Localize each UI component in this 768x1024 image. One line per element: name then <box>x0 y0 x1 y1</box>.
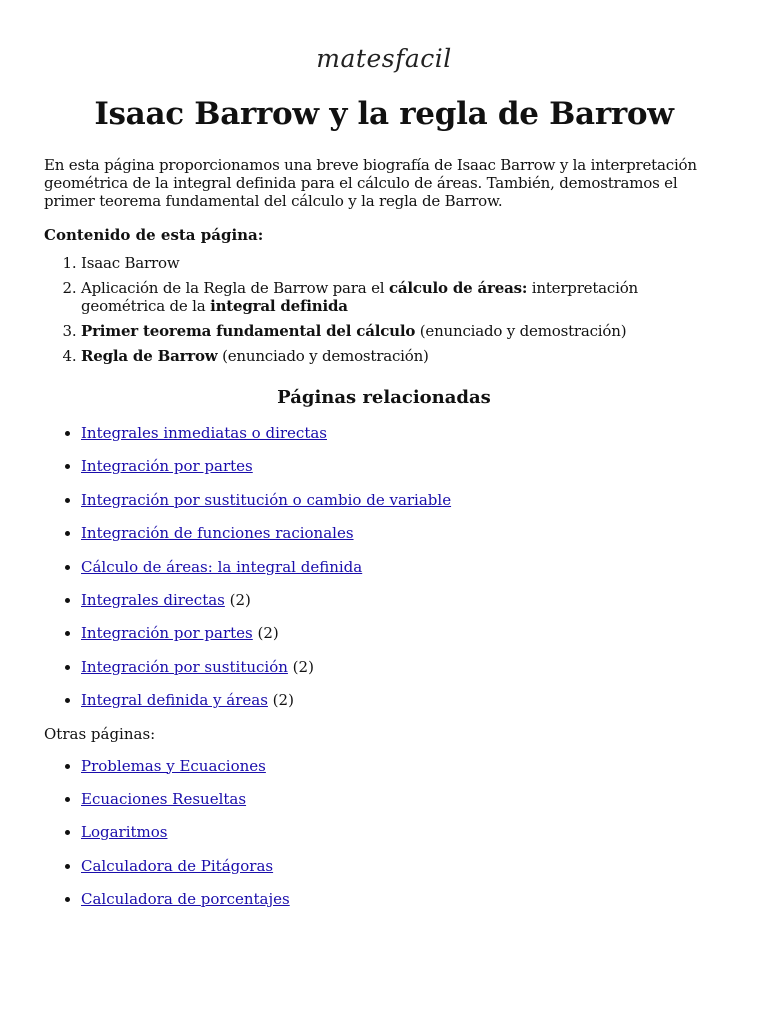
list-item <box>81 424 724 442</box>
contents-item <box>81 279 724 315</box>
list-item <box>81 457 724 475</box>
other-pages-title: Otras páginas: <box>44 724 156 743</box>
list-item <box>81 658 724 676</box>
list-item <box>81 790 724 808</box>
list-item <box>81 823 724 841</box>
related-link[interactable]: Integración por sustitución o cambio de variable <box>81 490 452 509</box>
related-link[interactable]: Integrales inmediatas o directas <box>81 424 327 442</box>
other-links-list <box>44 757 724 909</box>
contents-item <box>81 322 724 340</box>
contents-title: Contenido de esta página: <box>44 226 264 244</box>
contents-item <box>81 347 724 365</box>
contents-item-text: interpretación geométrica de la <box>81 279 638 315</box>
related-pages-title: Páginas relacionadas <box>277 387 491 408</box>
other-link[interactable]: Logaritmos <box>81 823 168 842</box>
list-item <box>81 524 724 542</box>
contents-item-text: (enunciado y demostración) <box>415 322 627 340</box>
page-title: Isaac Barrow y la regla de Barrow <box>94 96 674 132</box>
intro-paragraph: En esta página proporcionamos una breve biografía de Isaac Barrow y la interpretación geométrica de la integral definida para el cálculo de áreas. También, demostramos el primer teorema fundamental del cálculo y la regla de Barrow. <box>44 156 697 210</box>
related-links-list <box>44 424 724 709</box>
list-item <box>81 890 724 908</box>
link-suffix: (2) <box>252 624 279 643</box>
related-link[interactable]: Integrales directas <box>81 590 225 609</box>
other-link[interactable]: Calculadora de porcentajes <box>81 890 290 909</box>
contents-item-bold: integral definida <box>210 297 348 315</box>
list-item <box>81 491 724 509</box>
logo-text: matesfacil <box>316 44 452 73</box>
related-link[interactable]: Integración por sustitución <box>81 657 288 676</box>
other-link[interactable]: Ecuaciones Resueltas <box>81 789 247 808</box>
contents-item-bold: cálculo de áreas: <box>388 279 528 297</box>
contents-item-text: (enunciado y demostración) <box>217 347 429 365</box>
related-link[interactable]: Integral definida y áreas <box>81 691 268 710</box>
contents-item-text: Isaac Barrow <box>81 254 180 272</box>
related-link[interactable]: Integración por partes <box>81 457 253 476</box>
link-suffix: (2) <box>287 657 314 676</box>
related-link[interactable]: Cálculo de áreas: la integral definida <box>81 557 363 576</box>
contents-item-text: Aplicación de la Regla de Barrow para el <box>81 279 389 297</box>
list-item <box>81 591 724 609</box>
link-suffix: (2) <box>224 590 251 609</box>
list-item <box>81 558 724 576</box>
list-item <box>81 691 724 709</box>
related-link[interactable]: Integración por partes <box>81 624 253 643</box>
list-item <box>81 857 724 875</box>
contents-item-bold: Regla de Barrow <box>81 347 218 365</box>
link-suffix: (2) <box>267 691 294 710</box>
list-item <box>81 757 724 775</box>
other-link[interactable]: Problemas y Ecuaciones <box>81 756 266 775</box>
contents-item <box>81 254 724 272</box>
list-item <box>81 624 724 642</box>
contents-list <box>44 254 724 365</box>
contents-item-bold: Primer teorema fundamental del cálculo <box>81 322 416 340</box>
related-link[interactable]: Integración de funciones racionales <box>81 524 354 543</box>
other-link[interactable]: Calculadora de Pitágoras <box>81 856 274 875</box>
site-logo[interactable] <box>44 0 724 78</box>
